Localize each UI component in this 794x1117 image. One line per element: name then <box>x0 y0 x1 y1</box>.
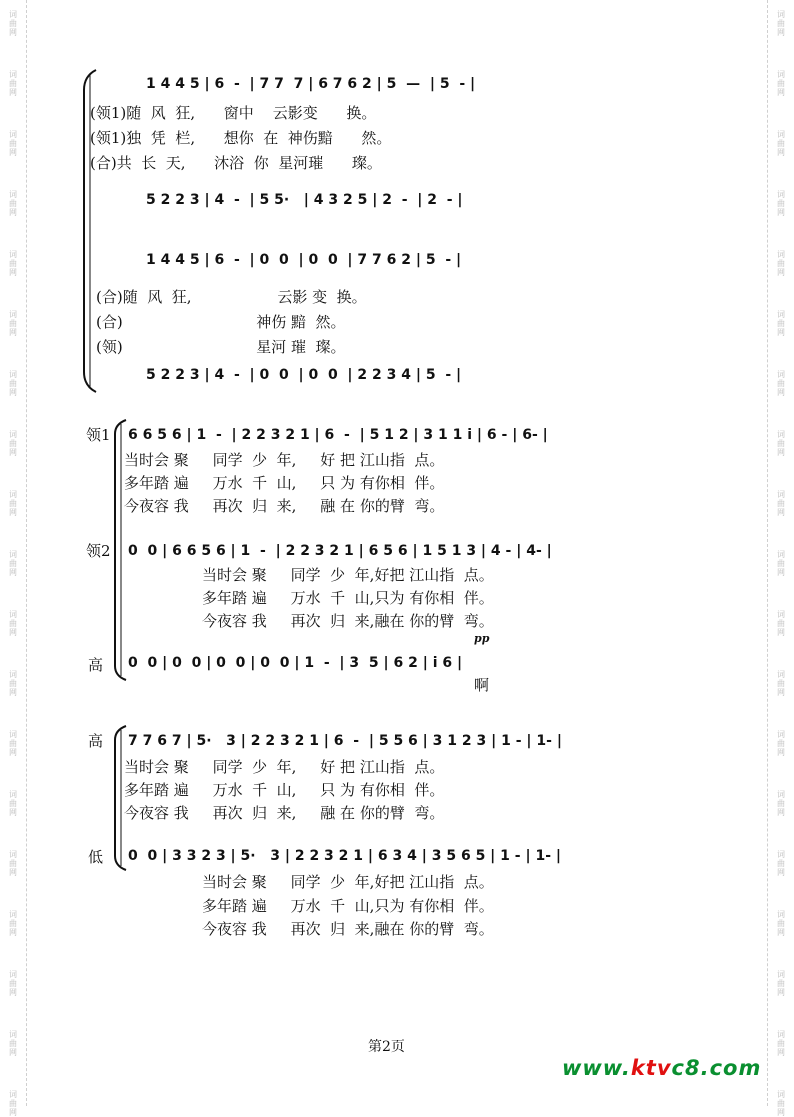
side-watermark: 词 曲 网 <box>777 190 785 217</box>
notation-line: 6 6 5 6 | 1 - | 2 2 3 2 1 | 6 - | 5 1 2 | 3 1 1 i | 6 - | 6- | <box>128 427 548 443</box>
side-watermark: 词 曲 网 <box>777 790 785 817</box>
side-watermark: 词 曲 网 <box>9 1030 17 1057</box>
part-label: 高 <box>88 656 104 674</box>
lyric-line: 多年踏 遍 万水 千 山, 只 为 有你相 伴。 <box>124 474 445 492</box>
side-watermark: 词 曲 网 <box>9 250 17 277</box>
lyric-line: 今夜容 我 再次 归 来,融在 你的臂 弯。 <box>202 920 494 938</box>
side-watermark: 词 曲 网 <box>777 1090 785 1117</box>
side-watermark: 词 曲 网 <box>9 310 17 337</box>
part-label: 低 <box>88 848 104 866</box>
lyric-line: 多年踏 遍 万水 千 山,只为 有你相 伴。 <box>202 589 494 607</box>
lyric-line: 啊 <box>474 676 490 694</box>
part-label: 领2 <box>86 542 111 560</box>
lyric-line: 今夜容 我 再次 归 来,融在 你的臂 弯。 <box>202 612 494 630</box>
notation-line: 0 0 | 6 6 5 6 | 1 - | 2 2 3 2 1 | 6 5 6 | 1 5 1 3 | 4 - | 4- | <box>128 543 552 559</box>
page-number: 第2页 <box>368 1039 405 1055</box>
side-watermark: 词 曲 网 <box>9 190 17 217</box>
side-watermark: 词 曲 网 <box>777 550 785 577</box>
side-watermark: 词 曲 网 <box>777 610 785 637</box>
lyric-line: 多年踏 遍 万水 千 山, 只 为 有你相 伴。 <box>124 781 445 799</box>
side-watermark: 词 曲 网 <box>777 850 785 877</box>
side-watermark: 词 曲 网 <box>9 1090 17 1117</box>
website-part: www. <box>562 1056 631 1080</box>
website-part: c8 <box>671 1056 701 1080</box>
lyric-line: (合)共 长 天, 沐浴 你 星河璀 璨。 <box>90 154 382 172</box>
notation-line: 1 4 4 5 | 6 - | 0 0 | 0 0 | 7 7 6 2 | 5 - | <box>146 252 462 268</box>
side-watermark: 词 曲 网 <box>777 670 785 697</box>
side-watermark: 词 曲 网 <box>9 910 17 937</box>
notation-line: 0 0 | 3 3 2 3 | 5· 3 | 2 2 3 2 1 | 6 3 4 | 3 5 6 5 | 1 - | 1- | <box>128 848 561 864</box>
side-watermark: 词 曲 网 <box>777 910 785 937</box>
side-watermark: 词 曲 网 <box>9 370 17 397</box>
lyric-line: 当时会 聚 同学 少 年, 好 把 江山指 点。 <box>124 451 445 469</box>
website-watermark <box>562 1056 761 1080</box>
side-watermark: 词 曲 网 <box>777 70 785 97</box>
lyric-line: (合) 神伤 黯 然。 <box>96 313 346 331</box>
side-watermark: 词 曲 网 <box>777 370 785 397</box>
side-watermark: 词 曲 网 <box>777 970 785 997</box>
lyric-line: 今夜容 我 再次 归 来, 融 在 你的臂 弯。 <box>124 497 445 515</box>
side-watermark: 词 曲 网 <box>9 550 17 577</box>
side-watermark: 词 曲 网 <box>9 430 17 457</box>
side-watermark: 词 曲 网 <box>9 970 17 997</box>
notation-line: 5 2 2 3 | 4 - | 0 0 | 0 0 | 2 2 3 4 | 5 - | <box>146 367 462 383</box>
side-watermark: 词 曲 网 <box>9 130 17 157</box>
side-watermark: 词 曲 网 <box>777 430 785 457</box>
side-watermark: 词 曲 网 <box>777 130 785 157</box>
lyric-line: (领1)随 风 狂, 窗中 云影变 换。 <box>90 104 377 122</box>
website-part: .com <box>700 1056 762 1080</box>
dynamic-marking: pp <box>474 632 490 645</box>
notation-line: 1 4 4 5 | 6 - | 7 7 7 | 6 7 6 2 | 5 — | 5 - | <box>146 76 476 92</box>
lyric-line: (领1)独 凭 栏, 想你 在 神伤黯 然。 <box>90 129 392 147</box>
side-watermark: 词 曲 网 <box>9 670 17 697</box>
lyric-line: (合)随 风 狂, 云影 变 换。 <box>96 288 367 306</box>
part-label: 领1 <box>86 426 111 444</box>
side-watermark: 词 曲 网 <box>9 850 17 877</box>
side-watermark: 词 曲 网 <box>9 610 17 637</box>
lyric-line: 今夜容 我 再次 归 来, 融 在 你的臂 弯。 <box>124 804 445 822</box>
side-watermark: 词 曲 网 <box>9 490 17 517</box>
side-watermark: 词 曲 网 <box>777 730 785 757</box>
side-watermark: 词 曲 网 <box>9 10 17 37</box>
side-watermark: 词 曲 网 <box>777 1030 785 1057</box>
part-label: 高 <box>88 732 104 750</box>
side-watermark: 词 曲 网 <box>777 250 785 277</box>
notation-line: 0 0 | 0 0 | 0 0 | 0 0 | 1 - | 3 5 | 6 2 | i 6 | <box>128 655 463 671</box>
lyric-line: 当时会 聚 同学 少 年, 好 把 江山指 点。 <box>124 758 445 776</box>
side-watermark: 词 曲 网 <box>9 70 17 97</box>
lyric-line: 多年踏 遍 万水 千 山,只为 有你相 伴。 <box>202 897 494 915</box>
side-watermark: 词 曲 网 <box>9 730 17 757</box>
lyric-line: 当时会 聚 同学 少 年,好把 江山指 点。 <box>202 566 494 584</box>
website-part: ktv <box>630 1056 672 1080</box>
lyric-line: (领) 星河 璀 璨。 <box>96 338 346 356</box>
side-watermark: 词 曲 网 <box>777 10 785 37</box>
side-watermark: 词 曲 网 <box>777 490 785 517</box>
notation-line: 5 2 2 3 | 4 - | 5 5· | 4 3 2 5 | 2 - | 2 - | <box>146 192 463 208</box>
side-watermark: 词 曲 网 <box>777 310 785 337</box>
lyric-line: 当时会 聚 同学 少 年,好把 江山指 点。 <box>202 873 494 891</box>
side-watermark: 词 曲 网 <box>9 790 17 817</box>
notation-line: 7 7 6 7 | 5· 3 | 2 2 3 2 1 | 6 - | 5 5 6 | 3 1 2 3 | 1 - | 1- | <box>128 733 562 749</box>
